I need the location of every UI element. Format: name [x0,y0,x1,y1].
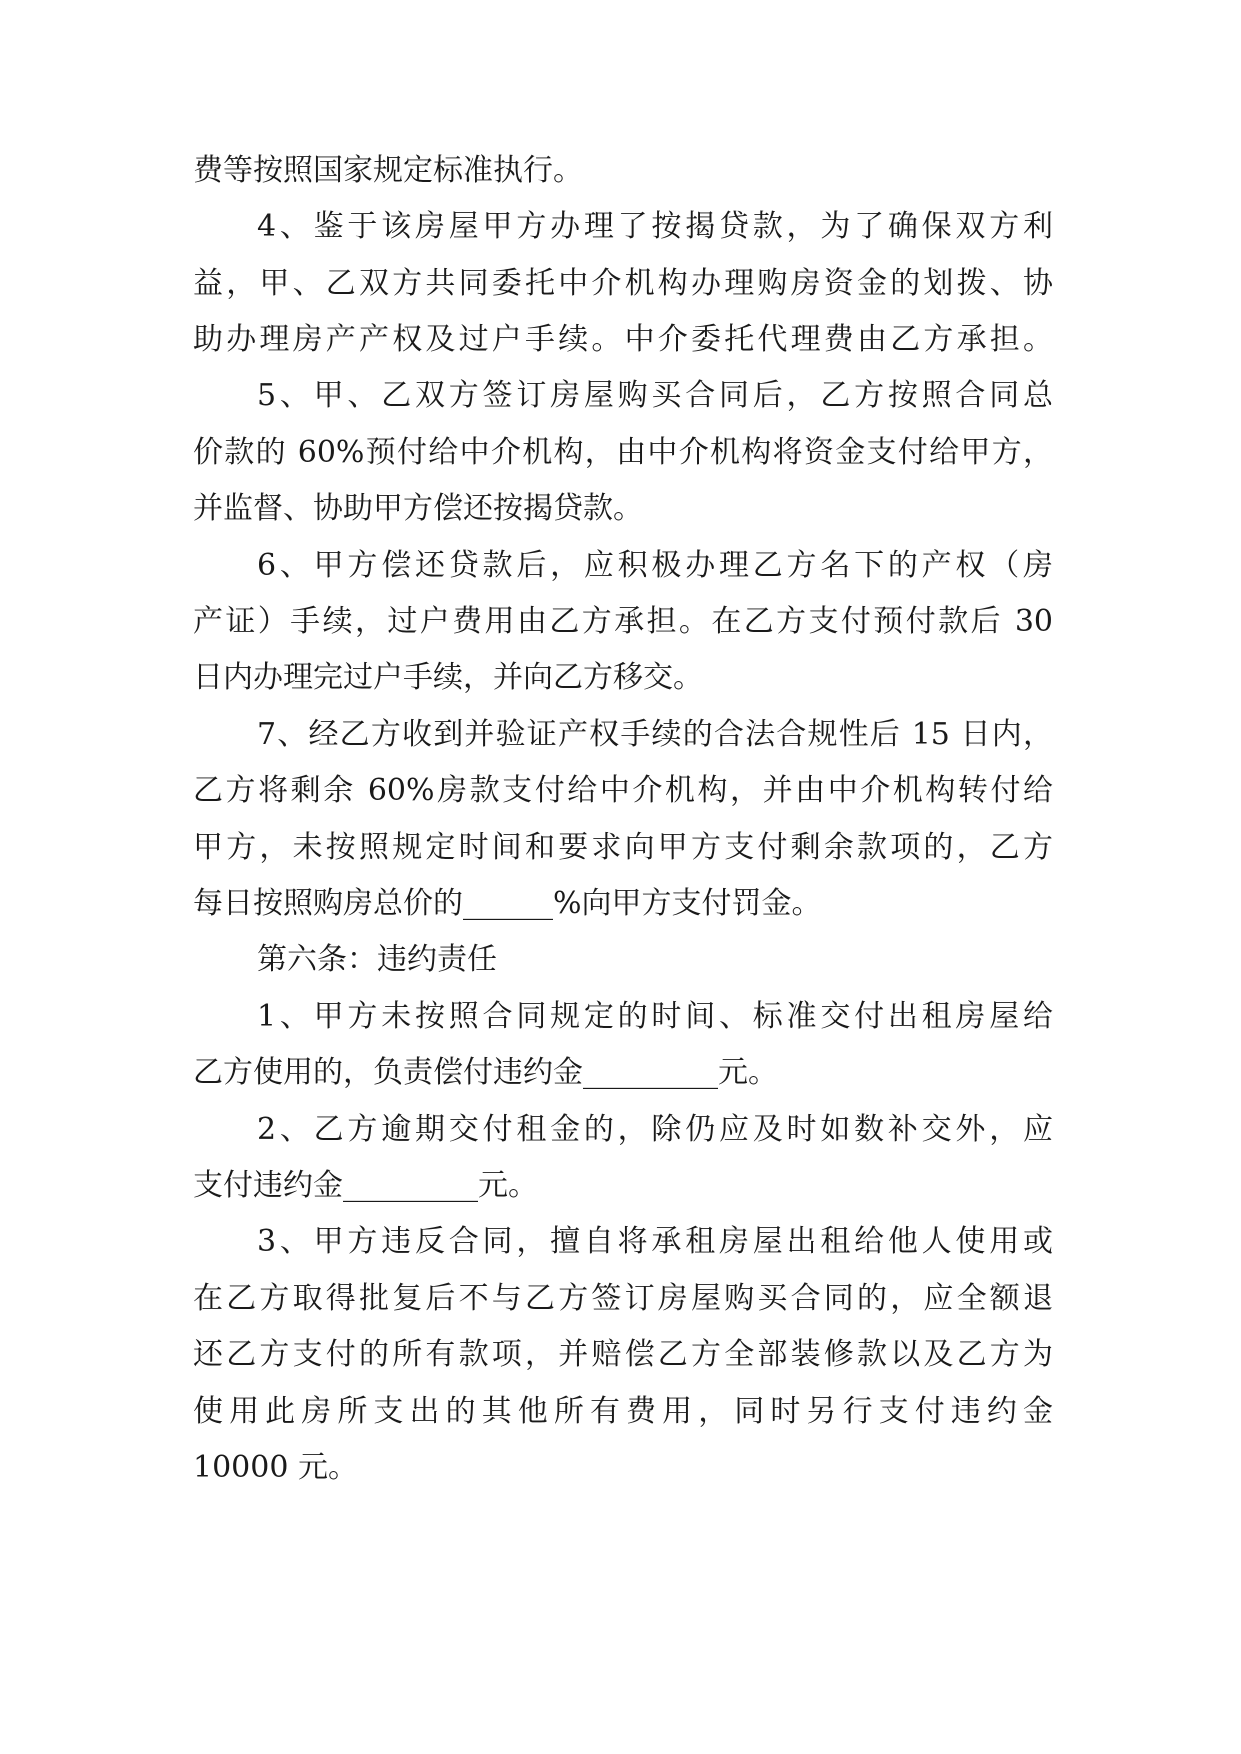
paragraph-line: 费等按照国家规定标准执行。 [193,153,583,188]
paragraph-line: 乙方使用的，负责偿付违约金_________元。 [193,1055,778,1090]
paragraph-line: 价款的 60%预付给中介机构，由中介机构将资金支付给甲方， [193,435,1053,470]
paragraph-line: 3、甲方违反合同，擅自将承租房屋出租给他人使用或 [257,1224,1053,1259]
paragraph-line: 7、经乙方收到并验证产权手续的合法合规性后 15 日内， [257,717,1053,752]
paragraph-line: 还乙方支付的所有款项，并赔偿乙方全部装修款以及乙方为 [193,1337,1053,1372]
paragraph-line: 产证）手续，过户费用由乙方承担。在乙方支付预付款后 30 [193,604,1053,639]
section-heading: 第六条：违约责任 [257,942,497,977]
paragraph-line: 使用此房所支出的其他所有费用，同时另行支付违约金 [193,1394,1053,1429]
paragraph-line: 5、甲、乙双方签订房屋购买合同后，乙方按照合同总 [257,378,1053,413]
paragraph-line: 乙方将剩余 60%房款支付给中介机构，并由中介机构转付给 [193,773,1053,808]
paragraph-line: 在乙方取得批复后不与乙方签订房屋购买合同的，应全额退 [193,1281,1053,1316]
paragraph-line: 并监督、协助甲方偿还按揭贷款。 [193,491,643,526]
paragraph-line: 甲方，未按照规定时间和要求向甲方支付剩余款项的，乙方 [193,830,1053,865]
paragraph-line: 10000 元。 [193,1450,358,1485]
paragraph-line: 1、甲方未按照合同规定的时间、标准交付出租房屋给 [257,999,1053,1034]
paragraph-line: 益，甲、乙双方共同委托中介机构办理购房资金的划拨、协 [193,266,1053,301]
paragraph-line: 2、乙方逾期交付租金的，除仍应及时如数补交外，应 [257,1112,1053,1147]
paragraph-line: 每日按照购房总价的______%向甲方支付罚金。 [193,886,822,921]
paragraph-line: 助办理房产产权及过户手续。中介委托代理费由乙方承担。 [193,322,1053,357]
paragraph-line: 支付违约金_________元。 [193,1168,538,1203]
paragraph-line: 4、鉴于该房屋甲方办理了按揭贷款，为了确保双方利 [257,209,1053,244]
paragraph-line: 日内办理完过户手续，并向乙方移交。 [193,660,703,695]
paragraph-line: 6、甲方偿还贷款后，应积极办理乙方名下的产权（房 [257,548,1053,583]
